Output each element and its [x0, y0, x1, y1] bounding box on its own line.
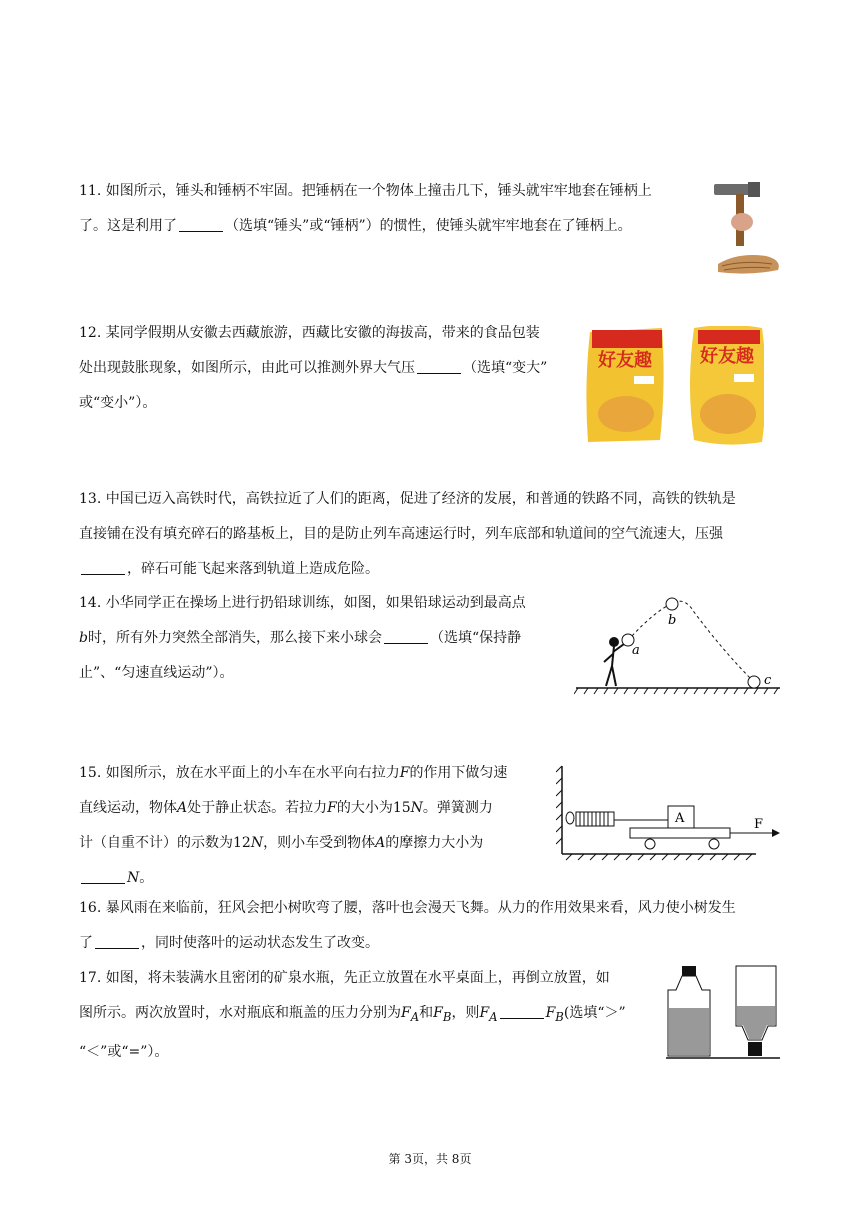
question-14: 14. 小华同学正在操场上进行扔铅球训练，如图，如果铅球运动到最高点 b时，所有外力突然全部消失，那么接下来小球会 （选填“保持静 止”、“匀速直线运动”）。 — [79, 595, 526, 681]
chips-packages-figure — [584, 326, 764, 446]
question-11: 11. 如图所示，锤头和锤柄不牢固。把锤柄在一个物体上撞击几下，锤头就牢牢地套在锤柄上 了。这是利用了 （选填“锤头”或“锤柄”）的惯性，使锤头就牢牢地套在了锤柄上。 — [79, 174, 652, 244]
answer-blank[interactable] — [384, 627, 428, 644]
answer-blank[interactable] — [500, 1002, 544, 1019]
svg-text:F: F — [754, 817, 764, 832]
question-17: 17. 如图，将未装满水且密闭的矿泉水瓶，先正立放置在水平桌面上，再倒立放置，如 图所示。两次放置时，水对瓶底和瓶盖的压力分别为$F_A$和$F_B$，则$F_A$ $F_B$(选填“＞” “＜”或“=”）。 — [79, 970, 626, 1060]
q11-line1: 11. 如图所示，锤头和锤柄不牢固。把锤柄在一个物体上撞击几下，锤头就牢牢地套在锤柄上 — [79, 183, 652, 199]
question-13: 13. 中国已迈入高铁时代，高铁拉近了人们的距离，促进了经济的发展，和普通的铁路不同，高铁的铁轨是 直接铺在没有填充碎石的路基板上，目的是防止列车高速运行时，列车底部和轨道间的空气流速大，压强 ，碎石可能飞起来落到轨道上造成危险。 — [79, 491, 736, 577]
svg-text:A: A — [675, 811, 685, 826]
spring-scale-cart-figure — [556, 764, 782, 862]
page-footer: 第 3页，共 8页 — [388, 1152, 472, 1166]
answer-blank[interactable] — [417, 357, 461, 374]
question-16: 16. 暴风雨在来临前，狂风会把小树吹弯了腰，落叶也会漫天飞舞。从力的作用效果来看，风力使小树发生 了 ，同时使落叶的运动状态发生了改变。 — [79, 900, 736, 951]
answer-blank[interactable] — [81, 867, 125, 884]
question-12: 12. 某同学假期从安徽去西藏旅游，西藏比安徽的海拔高，带来的食品包装 处出现鼓胀现象，如图所示，由此可以推测外界大气压 （选填“变大” 或“变小”）。 — [79, 325, 548, 411]
question-15: 15. 如图所示，放在水平面上的小车在水平向右拉力F的作用下做匀速 直线运动，物体A处于静止状态。若拉力F的大小为15N。弹簧测力 计（自重不计）的示数为12N，则小车受到物体A的摩擦力大小为 N。 — [79, 765, 508, 886]
svg-text:a: a — [632, 643, 640, 658]
package-label: 好友趣 — [598, 350, 652, 371]
inverted-bottle — [736, 966, 776, 1056]
svg-text:c: c — [764, 673, 772, 688]
hammer-figure — [708, 180, 782, 280]
answer-blank[interactable] — [81, 558, 125, 575]
answer-blank[interactable] — [95, 932, 139, 949]
upright-bottle — [668, 966, 710, 1056]
shot-put-figure — [574, 592, 784, 702]
package-label: 好友趣 — [700, 346, 754, 367]
water-bottles-figure — [664, 962, 782, 1062]
answer-blank[interactable] — [179, 215, 223, 232]
svg-text:b: b — [668, 613, 677, 628]
